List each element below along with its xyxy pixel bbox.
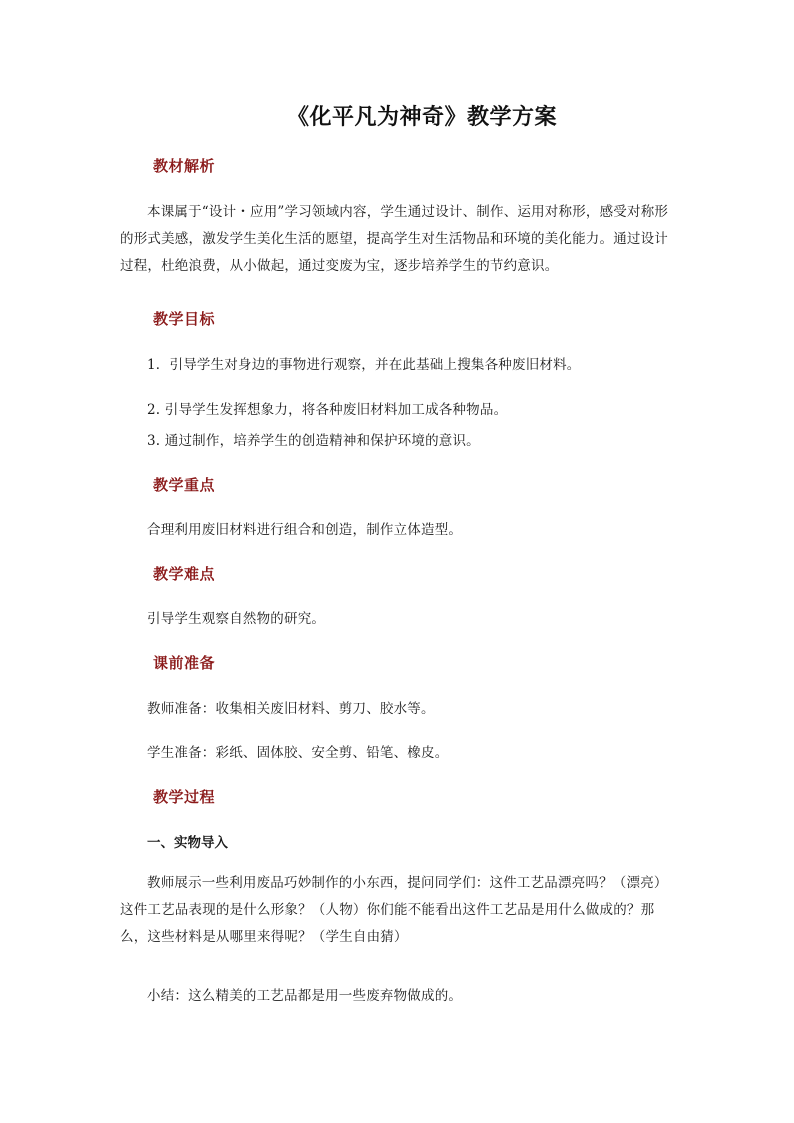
student-preparation: 学生准备：彩纸、固体胶、安全剪、铅笔、橡皮。 bbox=[147, 745, 449, 761]
heading-process: 教学过程 bbox=[153, 788, 216, 806]
step1-paragraph: 教师展示一些利用废品巧妙制作的小东西，提问同学们：这件工艺品漂亮吗？（漂亮）这件工艺品表现的是什么形象？（人物）你们能不能看出这件工艺品是用什么做成的？那么，这些材料是从哪里来得呢？（学生自由猜） bbox=[120, 875, 668, 945]
heading-difficulty: 教学难点 bbox=[153, 565, 216, 583]
teacher-preparation: 教师准备：收集相关废旧材料、剪刀、胶水等。 bbox=[147, 701, 435, 717]
focus-text: 合理利用废旧材料进行组合和创造，制作立体造型。 bbox=[147, 522, 463, 538]
heading-analysis: 教材解析 bbox=[153, 157, 216, 175]
heading-goals: 教学目标 bbox=[153, 310, 216, 328]
document-title: 《化平凡为神奇》教学方案 bbox=[286, 104, 557, 130]
goal-item-1: 1．引导学生对身边的事物进行观察，并在此基础上搜集各种废旧材料。 bbox=[147, 357, 581, 373]
heading-preparation: 课前准备 bbox=[153, 654, 216, 672]
goal-item-2: 2. 引导学生发挥想象力，将各种废旧材料加工成各种物品。 bbox=[147, 402, 508, 418]
analysis-paragraph: 本课属于“设计・应用”学习领域内容，学生通过设计、制作、运用对称形，感受对称形的形式美感，激发学生美化生活的愿望，提高学生对生活物品和环境的美化能力。通过设计过程，杜绝浪费，从小做起，通过变废为宝，逐步培养学生的节约意识。 bbox=[120, 204, 669, 274]
difficulty-text: 引导学生观察自然物的研究。 bbox=[147, 611, 326, 627]
step1-title: 一、实物导入 bbox=[147, 835, 228, 851]
summary-text: 小结：这么精美的工艺品都是用一些废弃物做成的。 bbox=[147, 988, 463, 1004]
goal-item-3: 3. 通过制作，培养学生的创造精神和保护环境的意识。 bbox=[147, 433, 480, 449]
heading-focus: 教学重点 bbox=[153, 476, 216, 494]
